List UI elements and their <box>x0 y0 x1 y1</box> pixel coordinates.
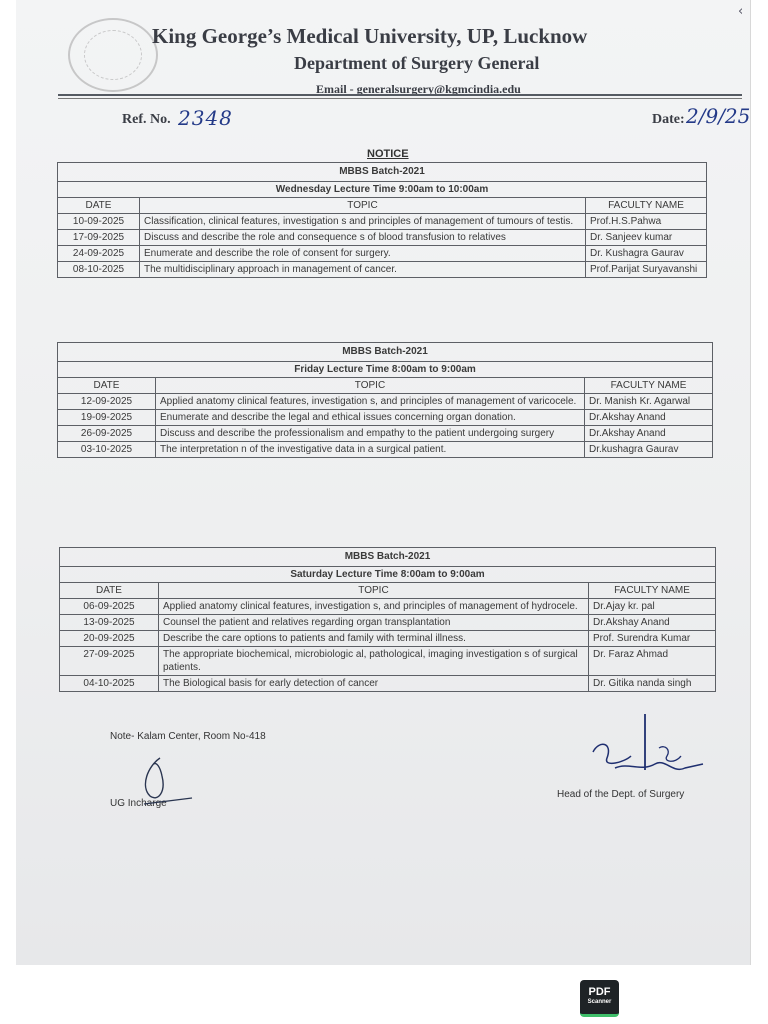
faculty-cell: Prof.H.S.Pahwa <box>586 214 707 230</box>
hod-signature <box>585 712 710 797</box>
date-cell: 20-09-2025 <box>60 631 159 647</box>
university-seal <box>68 18 158 92</box>
topic-cell: Describe the care options to patients and family with terminal illness. <box>159 631 589 647</box>
table-header-row <box>58 198 707 214</box>
column-header-date: DATE <box>60 583 159 599</box>
date-cell: 10-09-2025 <box>58 214 140 230</box>
table-row <box>58 394 713 410</box>
topic-cell: The interpretation n of the investigative data in a surgical patient. <box>156 442 585 458</box>
table-row <box>60 631 716 647</box>
faculty-cell: Prof.Parijat Suryavanshi <box>586 262 707 278</box>
table-row <box>60 676 716 692</box>
table-row <box>58 262 707 278</box>
faculty-cell: Dr.Akshay Anand <box>589 615 716 631</box>
topic-cell: Enumerate and describe the legal and ethical issues concerning organ donation. <box>156 410 585 426</box>
date-cell: 06-09-2025 <box>60 599 159 615</box>
table-header-row <box>58 378 713 394</box>
topic-cell: The appropriate biochemical, microbiologic al, pathological, imaging investigation s of surgical patients. <box>159 647 589 676</box>
table-row <box>60 615 716 631</box>
wednesday-schedule-table <box>57 162 707 278</box>
column-header-faculty: FACULTY NAME <box>585 378 713 394</box>
column-header-date: DATE <box>58 378 156 394</box>
table-row <box>58 410 713 426</box>
department-title: Department of Surgery General <box>294 53 540 73</box>
notice-heading: NOTICE <box>367 148 409 160</box>
topic-cell: Classification, clinical features, investigation s and principles of management of tumours of testis. <box>140 214 586 230</box>
lecture-time-caption: Friday Lecture Time 8:00am to 9:00am <box>58 362 713 378</box>
date-cell: 04-10-2025 <box>60 676 159 692</box>
faculty-cell: Dr.Ajay kr. pal <box>589 599 716 615</box>
date-cell: 26-09-2025 <box>58 426 156 442</box>
faculty-cell: Dr. Kushagra Gaurav <box>586 246 707 262</box>
institution-title: King George’s Medical University, UP, Lucknow <box>152 24 588 48</box>
ug-incharge-label: UG Incharge <box>110 798 167 809</box>
date-cell: 13-09-2025 <box>60 615 159 631</box>
table-row <box>58 426 713 442</box>
topic-cell: Discuss and describe the professionalism and empathy to the patient undergoing surgery <box>156 426 585 442</box>
pdf-scanner-logo-line1: PDF <box>588 986 611 998</box>
table-row <box>60 647 716 676</box>
column-header-topic: TOPIC <box>159 583 589 599</box>
topic-cell: Discuss and describe the role and consequence s of blood transfusion to relatives <box>140 230 586 246</box>
date-label: Date: <box>652 112 685 127</box>
column-header-faculty: FACULTY NAME <box>586 198 707 214</box>
topic-cell: The multidisciplinary approach in management of cancer. <box>140 262 586 278</box>
topic-cell: The Biological basis for early detection of cancer <box>159 676 589 692</box>
hod-label: Head of the Dept. of Surgery <box>557 789 685 800</box>
faculty-cell: Dr. Sanjeev kumar <box>586 230 707 246</box>
batch-caption: MBBS Batch-2021 <box>60 548 716 567</box>
date-cell: 12-09-2025 <box>58 394 156 410</box>
back-chevron-icon[interactable]: ‹ <box>738 4 744 19</box>
faculty-cell: Dr. Gitika nanda singh <box>589 676 716 692</box>
date-handwritten: 2/9/25 <box>686 104 751 128</box>
pdf-scanner-logo-line2: Scanner <box>587 999 612 1005</box>
batch-caption: MBBS Batch-2021 <box>58 343 713 362</box>
topic-cell: Applied anatomy clinical features, investigation s, and principles of management of varicocele. <box>156 394 585 410</box>
faculty-cell: Prof. Surendra Kumar <box>589 631 716 647</box>
faculty-cell: Dr.kushagra Gaurav <box>585 442 713 458</box>
table-header-row <box>60 583 716 599</box>
ug-incharge-signature <box>130 752 200 812</box>
saturday-schedule-table <box>59 547 716 692</box>
column-header-topic: TOPIC <box>156 378 585 394</box>
topic-cell: Applied anatomy clinical features, investigation s, and principles of management of hydrocele. <box>159 599 589 615</box>
table-row <box>58 442 713 458</box>
date-cell: 08-10-2025 <box>58 262 140 278</box>
table-row <box>58 214 707 230</box>
topic-cell: Counsel the patient and relatives regarding organ transplantation <box>159 615 589 631</box>
ref-number-handwritten: 2348 <box>178 106 233 130</box>
table-row <box>60 599 716 615</box>
batch-caption: MBBS Batch-2021 <box>58 163 707 182</box>
column-header-date: DATE <box>58 198 140 214</box>
header-divider-thin <box>58 98 742 99</box>
faculty-cell: Dr. Manish Kr. Agarwal <box>585 394 713 410</box>
faculty-cell: Dr.Akshay Anand <box>585 426 713 442</box>
friday-schedule-table <box>57 342 713 458</box>
venue-note: Note- Kalam Center, Room No-418 <box>110 731 266 742</box>
date-cell: 24-09-2025 <box>58 246 140 262</box>
date-cell: 27-09-2025 <box>60 647 159 676</box>
column-header-topic: TOPIC <box>140 198 586 214</box>
lecture-time-caption: Wednesday Lecture Time 9:00am to 10:00am <box>58 182 707 198</box>
ref-label: Ref. No. <box>122 112 171 127</box>
faculty-cell: Dr.Akshay Anand <box>585 410 713 426</box>
header-divider <box>58 94 742 96</box>
topic-cell: Enumerate and describe the role of consent for surgery. <box>140 246 586 262</box>
date-cell: 03-10-2025 <box>58 442 156 458</box>
table-row <box>58 246 707 262</box>
faculty-cell: Dr. Faraz Ahmad <box>589 647 716 676</box>
scanned-paper <box>16 0 751 965</box>
date-cell: 19-09-2025 <box>58 410 156 426</box>
table-row <box>58 230 707 246</box>
date-cell: 17-09-2025 <box>58 230 140 246</box>
lecture-time-caption: Saturday Lecture Time 8:00am to 9:00am <box>60 567 716 583</box>
column-header-faculty: FACULTY NAME <box>589 583 716 599</box>
pdf-scanner-logo <box>580 980 619 1017</box>
department-email: Email - generalsurgery@kgmcindia.edu <box>316 82 521 96</box>
